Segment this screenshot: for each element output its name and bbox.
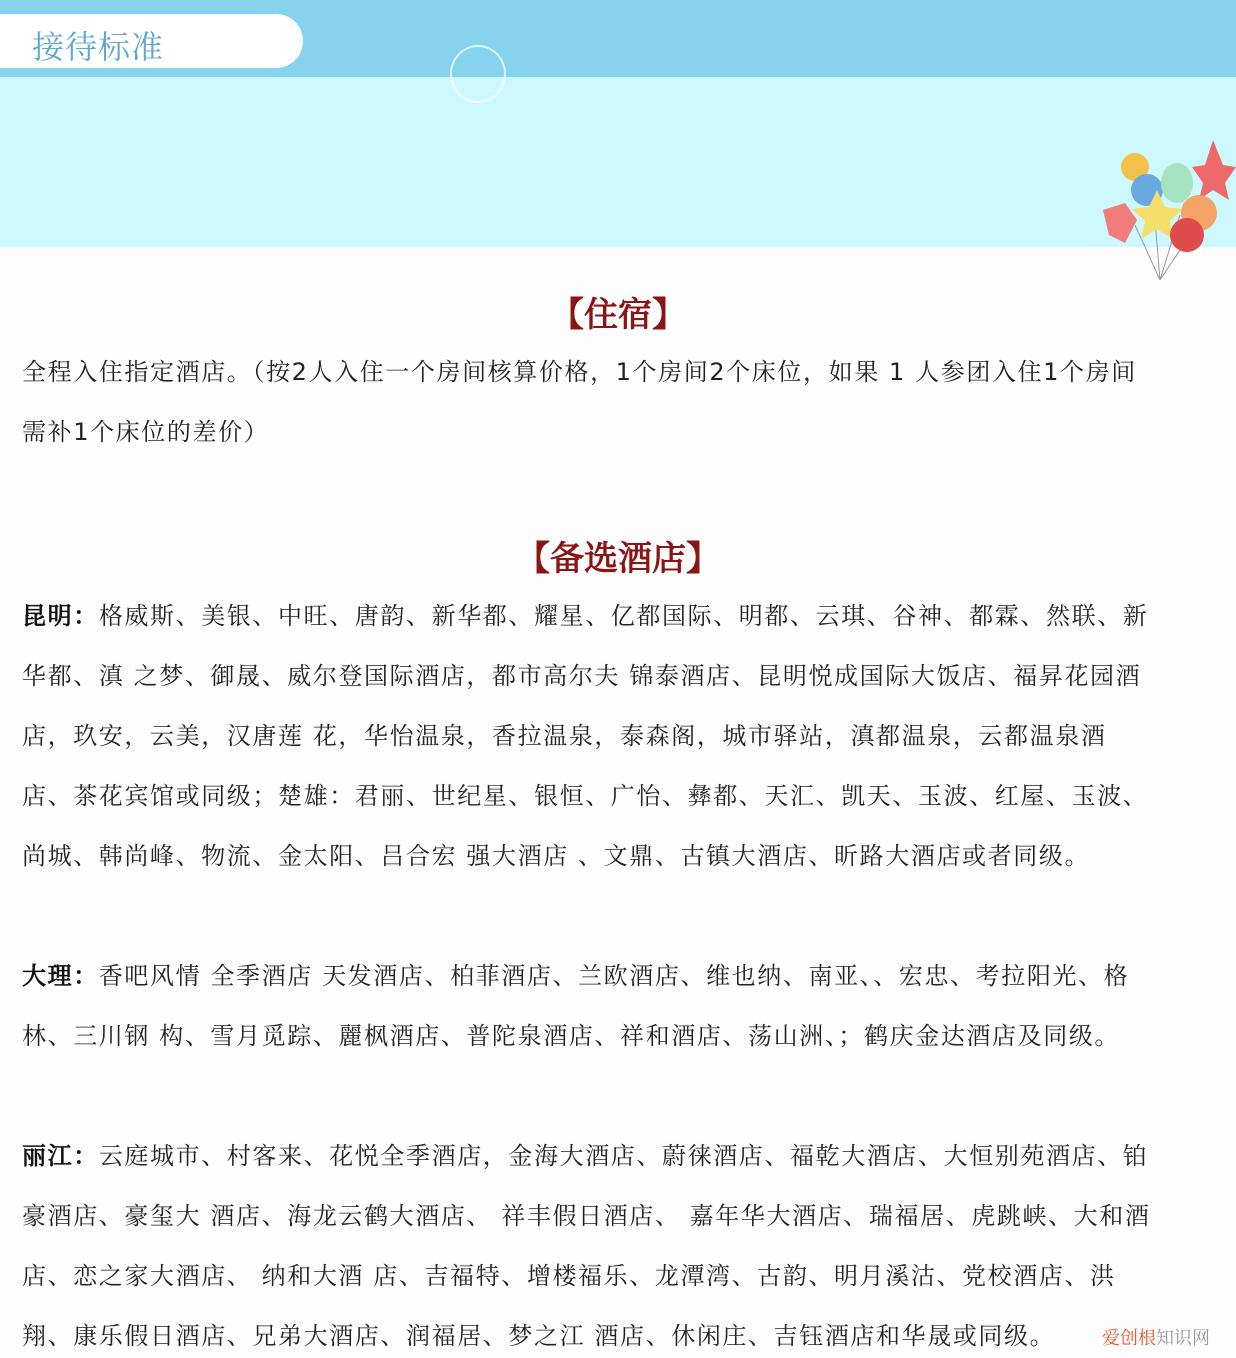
kunming-line: 尚城、韩尚峰、物流、金太阳、吕合宏 强大酒店 、文鼎、古镇大酒店、昕路大酒店或者同级。 <box>22 842 1091 870</box>
watermark <box>1102 1324 1210 1350</box>
kunming-line: 华都、滇 之梦、御晟、威尔登国际酒店，都市高尔夫 锦泰酒店、昆明悦成国际大饭店、福昇花园酒 <box>22 662 1142 690</box>
kunming-line: 店，玖安，云美，汉唐莲 花，华怡温泉，香拉温泉，泰森阁，城市驿站，滇都温泉，云都温泉酒 <box>22 722 1107 750</box>
lijiang-label: 丽江： <box>22 1142 99 1170</box>
lijiang-line <box>22 1141 1222 1171</box>
hotel-list-text: 香吧风情 全季酒店 天发酒店、柏菲酒店、兰欧酒店、维也纳、南亚、、宏忠、考拉阳光、格 <box>98 962 1130 990</box>
lodging-text-line: 需补1个床位的差价） <box>22 418 270 446</box>
kunming-label: 昆明： <box>22 602 99 630</box>
hotel-list-text: 云庭城市、村客来、花悦全季酒店，金海大酒店、蔚徕酒店、福乾大酒店、大恒别苑酒店、铂 <box>98 1142 1149 1170</box>
kunming-line <box>22 601 1222 631</box>
lijiang-line: 翔、康乐假日酒店、兄弟大酒店、润福居、梦之江 酒店、休闲庄、吉钰酒店和华晟或同级。 <box>22 1322 1056 1350</box>
bubble-decoration <box>450 45 506 103</box>
balloons-icon <box>1095 135 1236 285</box>
banner <box>0 77 1236 247</box>
lijiang-line: 店、恋之家大酒店、 纳和大酒 店、吉福特、增楼福乐、龙潭湾、古韵、明月溪沽、党校酒店、洪 <box>22 1262 1116 1290</box>
dali-line: 林、三川钢 构、雪月觅踪、麗枫酒店、普陀泉酒店、祥和酒店、荡山洲、；鹤庆金达酒店及同级。 <box>22 1022 1121 1050</box>
watermark-brand: 爱创根 <box>1102 1328 1156 1349</box>
dali-line <box>22 961 1222 991</box>
hotel-list-text: 格威斯、美银、中旺、唐韵、新华都、耀星、亿都国际、明都、云琪、谷神、都霖、然联、新 <box>98 602 1149 630</box>
watermark-suffix: 知识网 <box>1156 1328 1210 1349</box>
kunming-line: 店、茶花宾馆或同级；楚雄：君丽、世纪星、银恒、广怡、彝都、天汇、凯天、玉波、红屋、玉波、 <box>22 782 1149 810</box>
hotels-heading: 【备选酒店】 <box>516 539 720 579</box>
lodging-text-line: 全程入住指定酒店。（按2人入住一个房间核算价格，1个房间2个床位，如果 1 人参团入住1个房间 <box>22 358 1137 386</box>
lodging-heading: 【住宿】 <box>550 295 686 335</box>
section-title-pill <box>0 14 303 68</box>
section-title: 接待标准 <box>32 28 165 66</box>
dali-label: 大理： <box>22 962 99 990</box>
lijiang-line: 豪酒店、豪玺大 酒店、海龙云鹤大酒店、 祥丰假日酒店、 嘉年华大酒店、瑞福居、虎跳峡、大和酒 <box>22 1202 1151 1230</box>
